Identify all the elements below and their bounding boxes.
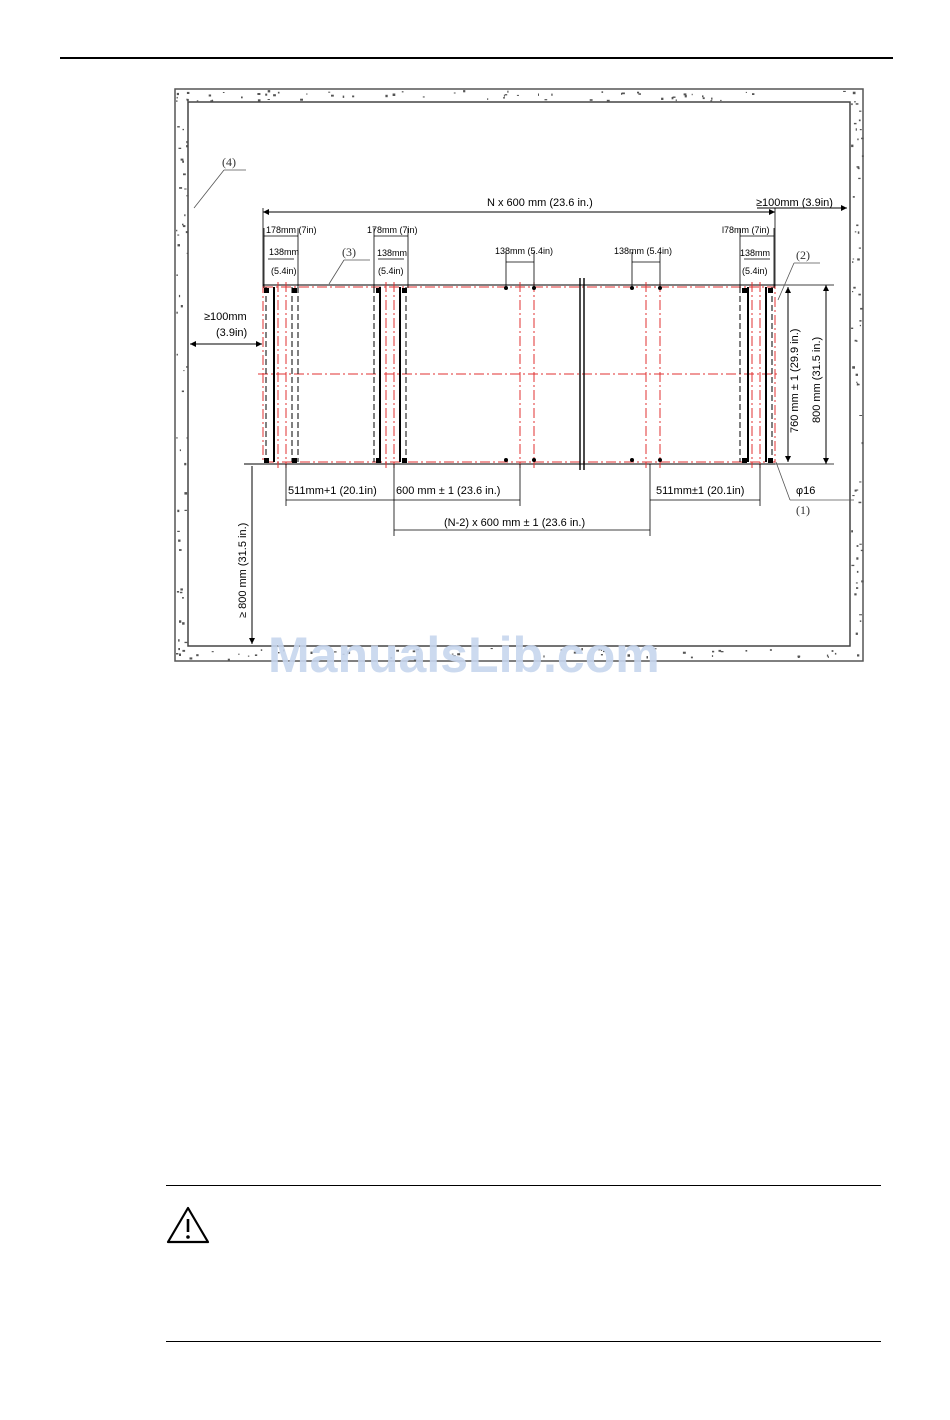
concrete-speckle xyxy=(331,95,334,97)
concrete-speckle xyxy=(306,93,307,94)
concrete-speckle xyxy=(853,259,854,260)
base-width-label-1: 178mm (7in) xyxy=(266,225,317,235)
concrete-speckle xyxy=(186,366,187,368)
concrete-speckle xyxy=(178,639,180,641)
concrete-speckle xyxy=(223,92,225,93)
concrete-speckle xyxy=(832,650,834,652)
concrete-speckle xyxy=(685,95,687,97)
concrete-speckle xyxy=(343,96,345,98)
concrete-speckle xyxy=(770,649,772,651)
concrete-speckle xyxy=(454,93,456,94)
concrete-speckle xyxy=(860,325,861,326)
concrete-speckle xyxy=(300,99,303,101)
concrete-speckle xyxy=(857,545,859,547)
concrete-speckle xyxy=(851,145,853,148)
concrete-speckle xyxy=(857,139,858,141)
concrete-speckle xyxy=(859,614,862,615)
concrete-speckle xyxy=(176,230,177,232)
concrete-speckle xyxy=(393,94,396,97)
concrete-speckle xyxy=(854,123,857,124)
concrete-speckle xyxy=(858,167,860,169)
concrete-speckle xyxy=(545,99,548,100)
concrete-speckle xyxy=(861,138,864,140)
concrete-speckle xyxy=(856,340,858,341)
concrete-speckle xyxy=(463,90,465,92)
pitch-label: 600 mm ± 1 (23.6 in.) xyxy=(396,485,501,497)
concrete-speckle xyxy=(196,654,198,656)
concrete-speckle xyxy=(856,382,857,383)
concrete-speckle xyxy=(517,95,519,96)
concrete-speckle xyxy=(178,540,180,542)
concrete-speckle xyxy=(352,96,354,98)
concrete-speckle xyxy=(855,231,857,232)
concrete-speckle xyxy=(487,98,488,100)
concrete-speckle xyxy=(178,648,180,650)
concrete-speckle xyxy=(185,510,187,511)
concrete-speckle xyxy=(860,620,862,622)
concrete-speckle xyxy=(607,100,610,102)
concrete-speckle xyxy=(856,557,858,559)
concrete-speckle xyxy=(177,510,179,512)
concrete-speckle xyxy=(179,148,182,149)
concrete-speckle xyxy=(862,442,864,444)
left-clearance-label-2: (3.9in) xyxy=(216,327,248,339)
concrete-speckle xyxy=(257,93,260,95)
concrete-speckle xyxy=(238,654,240,655)
rail-width-label-4: 138mm (5.4in) xyxy=(614,246,673,256)
left-clearance-label-1: ≥100mm xyxy=(204,311,247,323)
concrete-speckle xyxy=(180,449,181,451)
cabinet-depth-label: 800 mm (31.5 in.) xyxy=(811,336,823,423)
concrete-speckle xyxy=(602,91,604,93)
concrete-speckle xyxy=(273,94,276,96)
concrete-speckle xyxy=(851,328,853,329)
concrete-speckle xyxy=(853,92,856,95)
concrete-speckle xyxy=(622,93,625,95)
rail-width-in-label-1: (5.4in) xyxy=(271,266,297,276)
concrete-speckle xyxy=(182,597,184,599)
concrete-speckle xyxy=(180,588,183,590)
concrete-speckle xyxy=(190,657,193,659)
concrete-speckle xyxy=(859,320,861,322)
concrete-speckle xyxy=(423,96,425,97)
concrete-speckle xyxy=(212,100,213,101)
concrete-speckle xyxy=(183,173,186,175)
concrete-speckle xyxy=(852,366,855,369)
concrete-speckle xyxy=(858,178,860,179)
concrete-speckle xyxy=(176,437,177,438)
watermark: ManualsLib.com xyxy=(268,627,660,683)
concrete-speckle xyxy=(710,100,712,102)
concrete-speckle xyxy=(798,656,801,658)
callout-4: (4) xyxy=(222,155,236,169)
concrete-speckle xyxy=(255,654,257,656)
concrete-speckle xyxy=(854,593,856,595)
header-rule xyxy=(60,57,893,59)
concrete-speckle xyxy=(859,481,861,482)
concrete-speckle xyxy=(851,103,853,105)
concrete-speckle xyxy=(182,622,185,625)
concrete-speckle xyxy=(177,93,179,95)
concrete-speckle xyxy=(228,659,230,661)
concrete-speckle xyxy=(241,97,243,99)
concrete-speckle xyxy=(721,651,724,652)
concrete-speckle xyxy=(504,95,505,97)
rail-width-label-1: 138mm xyxy=(269,247,300,257)
concrete-speckle xyxy=(181,305,183,307)
concrete-speckle xyxy=(692,94,693,95)
concrete-speckle xyxy=(265,94,267,96)
concrete-speckle xyxy=(855,490,857,492)
concrete-speckle xyxy=(186,195,189,196)
concrete-speckle xyxy=(176,653,178,655)
concrete-speckle xyxy=(183,370,184,371)
concrete-speckle xyxy=(179,295,180,297)
concrete-speckle xyxy=(856,582,858,583)
concrete-speckle xyxy=(258,99,261,101)
rail-width-label-3: 138mm (5.4in) xyxy=(495,246,554,256)
concrete-speckle xyxy=(856,225,858,227)
concrete-speckle xyxy=(853,196,855,198)
front-clearance-label: ≥ 800 mm (31.5 in.) xyxy=(237,522,249,618)
concrete-speckle xyxy=(278,92,280,94)
concrete-speckle xyxy=(538,94,539,96)
concrete-speckle xyxy=(856,587,858,589)
concrete-speckle xyxy=(859,248,861,249)
concrete-speckle xyxy=(857,383,858,385)
base-width-label-3: l78mm (7in) xyxy=(722,225,770,235)
callout-2: (2) xyxy=(796,248,810,262)
concrete-speckle xyxy=(590,99,593,101)
concrete-speckle xyxy=(177,97,178,99)
concrete-speckle xyxy=(856,374,858,376)
concrete-speckle xyxy=(176,312,177,314)
concrete-speckle xyxy=(859,111,861,112)
base-width-label-2: 178mm (7in) xyxy=(367,225,418,235)
concrete-speckle xyxy=(180,592,183,593)
concrete-speckle xyxy=(209,95,211,97)
callout-1: (1) xyxy=(796,503,810,517)
concrete-speckle xyxy=(186,231,188,233)
concrete-speckle xyxy=(182,224,184,226)
concrete-speckle xyxy=(860,129,862,130)
rail-width-in-label-5: (5.4in) xyxy=(742,266,768,276)
concrete-speckle xyxy=(637,92,639,94)
concrete-speckle xyxy=(385,95,387,97)
end-offset-left-label: 511mm+1 (20.1in) xyxy=(288,485,377,497)
installation-layout-drawing xyxy=(174,88,864,662)
concrete-speckle xyxy=(177,591,179,593)
concrete-speckle xyxy=(179,654,181,657)
concrete-speckle xyxy=(184,189,186,190)
concrete-speckle xyxy=(852,495,854,496)
concrete-speckle xyxy=(857,571,859,573)
concrete-speckle xyxy=(177,531,180,532)
concrete-speckle xyxy=(181,159,184,161)
concrete-speckle xyxy=(851,565,854,566)
concrete-speckle xyxy=(185,642,188,643)
concrete-speckle xyxy=(177,354,178,356)
concrete-speckle xyxy=(177,126,180,127)
concrete-speckle xyxy=(672,97,674,99)
concrete-speckle xyxy=(862,155,864,157)
concrete-speckle xyxy=(859,502,862,504)
concrete-speckle xyxy=(261,649,262,651)
concrete-speckle xyxy=(859,415,862,416)
concrete-speckle xyxy=(843,91,846,92)
concrete-speckle xyxy=(248,656,249,657)
concrete-speckle xyxy=(851,530,853,532)
concrete-speckle xyxy=(177,235,179,236)
concrete-speckle xyxy=(856,103,859,105)
concrete-speckle xyxy=(182,650,185,652)
concrete-speckle xyxy=(828,656,829,658)
concrete-speckle xyxy=(187,437,189,439)
concrete-speckle xyxy=(183,225,186,227)
concrete-speckle xyxy=(857,654,859,656)
pitch-multi-label: (N-2) x 600 mm ± 1 (23.6 in.) xyxy=(444,517,586,529)
concrete-speckle xyxy=(860,308,863,310)
concrete-speckle xyxy=(179,620,181,623)
concrete-speckle xyxy=(187,253,188,254)
concrete-speckle xyxy=(720,100,722,101)
concrete-speckle xyxy=(268,99,270,100)
concrete-speckle xyxy=(186,145,187,147)
concrete-speckle xyxy=(182,161,184,163)
concrete-speckle xyxy=(184,463,186,465)
concrete-speckle xyxy=(402,91,404,92)
concrete-speckle xyxy=(746,92,747,93)
concrete-speckle xyxy=(328,92,330,93)
callout-3: (3) xyxy=(342,245,356,259)
concrete-speckle xyxy=(856,633,858,635)
concrete-speckle xyxy=(752,93,754,95)
caution-rule-bottom xyxy=(166,1341,881,1342)
concrete-speckle xyxy=(712,651,714,653)
overall-width-label: N x 600 mm (23.6 in.) xyxy=(487,197,593,209)
rail-width-label-2: 138mm xyxy=(377,248,408,258)
concrete-speckle xyxy=(186,141,188,143)
right-clearance-label: ≥100mm (3.9in) xyxy=(756,197,833,209)
concrete-speckle xyxy=(661,98,663,100)
caution-rule-top xyxy=(166,1185,881,1186)
concrete-speckle xyxy=(746,650,748,652)
concrete-speckle xyxy=(505,94,507,95)
concrete-speckle xyxy=(212,651,214,652)
concrete-speckle xyxy=(503,97,505,98)
concrete-speckle xyxy=(858,294,861,296)
concrete-speckle xyxy=(835,653,836,655)
concrete-speckle xyxy=(184,492,187,495)
concrete-speckle xyxy=(861,550,864,551)
concrete-speckle xyxy=(702,95,704,97)
concrete-speckle xyxy=(507,91,508,93)
rail-width-label-5: 138mm xyxy=(740,248,771,258)
concrete-speckle xyxy=(853,287,855,289)
concrete-speckle xyxy=(184,214,185,216)
concrete-speckle xyxy=(179,187,182,189)
hole-diameter-label: φ16 xyxy=(796,485,816,497)
concrete-speckle xyxy=(176,100,177,101)
concrete-speckle xyxy=(179,549,182,551)
concrete-speckle xyxy=(178,244,181,246)
concrete-speckle xyxy=(852,291,853,292)
concrete-speckle xyxy=(856,128,857,130)
concrete-speckle xyxy=(859,544,861,545)
concrete-speckle xyxy=(176,275,178,276)
concrete-speckle xyxy=(858,231,860,233)
concrete-speckle xyxy=(183,129,185,130)
concrete-speckle xyxy=(854,101,856,102)
concrete-speckle xyxy=(712,655,713,657)
concrete-speckle xyxy=(638,93,641,95)
concrete-speckle xyxy=(197,100,199,102)
concrete-speckle xyxy=(621,93,622,95)
warning-triangle-icon xyxy=(166,1206,210,1244)
rail-width-in-label-2: (5.4in) xyxy=(378,266,404,276)
concrete-speckle xyxy=(187,99,189,101)
concrete-speckle xyxy=(187,92,190,94)
concrete-speckle xyxy=(268,90,271,92)
concrete-speckle xyxy=(182,391,184,393)
concrete-speckle xyxy=(859,120,861,122)
concrete-speckle xyxy=(703,97,705,99)
concrete-speckle xyxy=(711,98,712,100)
concrete-speckle xyxy=(551,94,552,96)
concrete-speckle xyxy=(676,99,677,101)
concrete-speckle xyxy=(852,261,853,263)
hole-spacing-depth-label: 760 mm ± 1 (29.9 in.) xyxy=(789,328,801,433)
concrete-speckle xyxy=(857,258,860,260)
end-offset-right-label: 511mm±1 (20.1in) xyxy=(656,485,745,497)
concrete-speckle xyxy=(861,580,864,582)
